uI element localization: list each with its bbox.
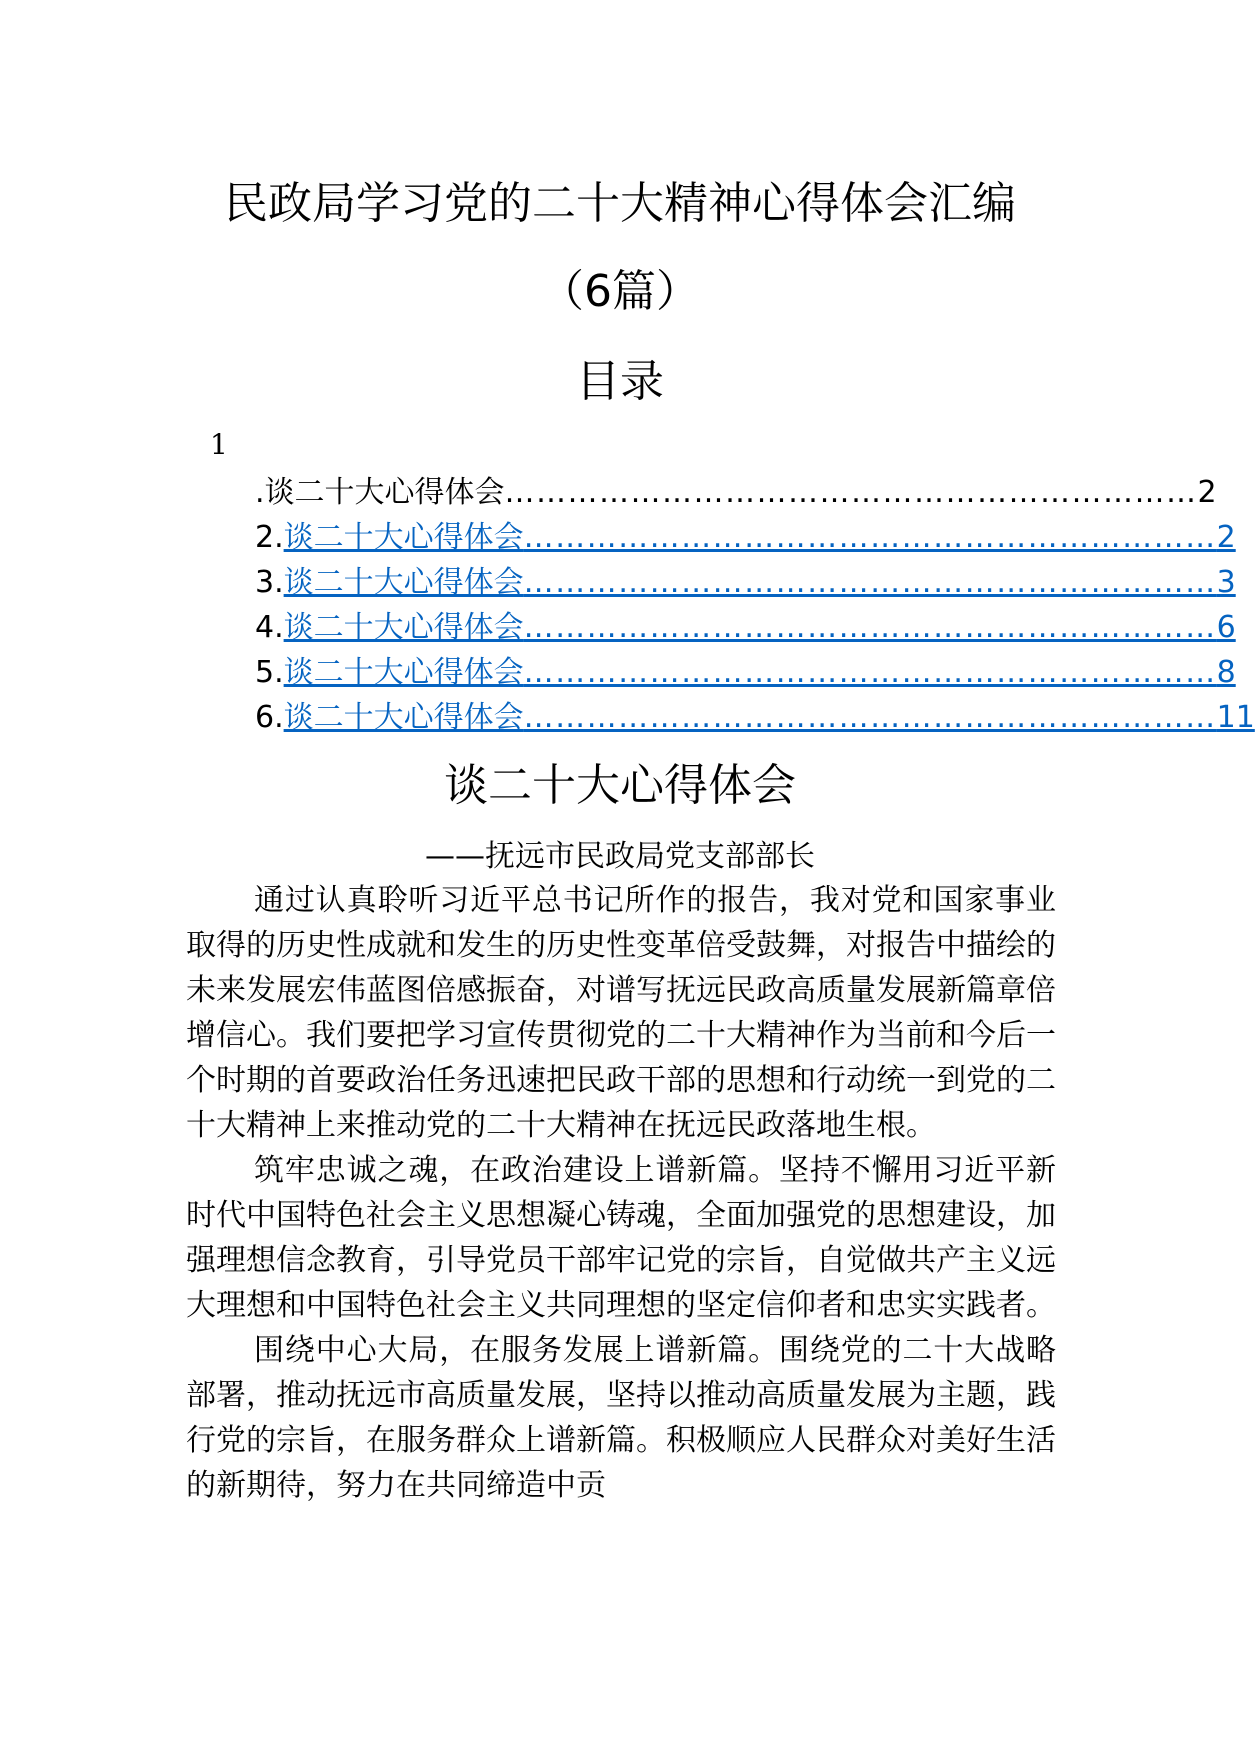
toc-entry-number: 5.: [255, 655, 284, 690]
toc-entry-page: 6: [1216, 610, 1236, 645]
toc-entry-label: 谈二十大心得体会: [283, 655, 524, 690]
toc-entry-label: 谈二十大心得体会: [283, 520, 524, 555]
toc-dot-leader: …………………………………………………………: [504, 475, 1198, 510]
toc-entry-4: [255, 605, 1236, 650]
toc-entry-label: .谈二十大心得体会: [255, 475, 505, 510]
toc-dot-leader: …………………………………………………………: [523, 700, 1217, 735]
toc-entry-link[interactable]: [255, 470, 1217, 515]
toc-entry-2: [255, 515, 1236, 560]
toc-entry-label: 谈二十大心得体会: [283, 610, 524, 645]
toc-entry-link[interactable]: [283, 515, 1236, 560]
document-subtitle: （6篇）: [540, 266, 700, 317]
toc-entry-5: [255, 650, 1236, 695]
toc-entry-number: 2.: [255, 520, 284, 555]
toc-entry-number: 4.: [255, 610, 284, 645]
toc-entry-6: [255, 695, 1255, 740]
body-paragraph: 筑牢忠诚之魂，在政治建设上谱新篇。坚持不懈用习近平新时代中国特色社会主义思想凝心铸魂，全面加强党的思想建设，加强理想信念教育，引导党员干部牢记党的宗旨，自觉做共产主义远大理想和中国特色社会主义共同理想的坚定信仰者和忠实实践者。: [186, 1153, 1056, 1323]
toc-entry-page: 2: [1216, 520, 1236, 555]
article-title: 谈二十大心得体会: [444, 760, 796, 811]
toc-entry-page: 3: [1216, 565, 1236, 600]
toc-entry-link[interactable]: [283, 650, 1236, 695]
toc-entry-number: 3.: [255, 565, 284, 600]
toc-dot-leader: …………………………………………………………: [523, 520, 1217, 555]
body-paragraph: 通过认真聆听习近平总书记所作的报告，我对党和国家事业取得的历史性成就和发生的历史性变革倍受鼓舞，对报告中描绘的未来发展宏伟蓝图倍感振奋，对谱写抚远民政高质量发展新篇章倍增信心。我们要把学习宣传贯彻党的二十大精神作为当前和今后一个时期的首要政治任务迅速把民政干部的思想和行动统一到党的二十大精神上来推动党的二十大精神在抚远民政落地生根。: [186, 883, 1056, 1143]
toc-entry-number: 6.: [255, 700, 284, 735]
toc-heading: 目录: [576, 356, 664, 407]
toc-entry-link[interactable]: [283, 605, 1236, 650]
toc-entry-page: 2: [1197, 475, 1217, 510]
article-body: [186, 878, 1056, 1508]
toc-entry-1: [255, 470, 1217, 515]
article-byline: ——抚远市民政局党支部部长: [425, 839, 815, 874]
body-paragraph: 围绕中心大局，在服务发展上谱新篇。围绕党的二十大战略部署，推动抚远市高质量发展，坚持以推动高质量发展为主题，践行党的宗旨，在服务群众上谱新篇。积极顺应人民群众对美好生活的新期待，努力在共同缔造中贡: [186, 1333, 1056, 1503]
toc-entry-link[interactable]: [283, 695, 1255, 740]
toc-dot-leader: …………………………………………………………: [523, 655, 1217, 690]
table-of-contents: [255, 470, 1255, 740]
toc-field-marker: 1: [210, 428, 228, 461]
toc-entry-label: 谈二十大心得体会: [283, 700, 524, 735]
toc-entry-label: 谈二十大心得体会: [283, 565, 524, 600]
toc-dot-leader: …………………………………………………………: [523, 565, 1217, 600]
toc-dot-leader: …………………………………………………………: [523, 610, 1217, 645]
toc-entry-3: [255, 560, 1236, 605]
toc-entry-page: 8: [1216, 655, 1236, 690]
toc-entry-page: 11: [1216, 700, 1255, 735]
toc-entry-link[interactable]: [283, 560, 1236, 605]
document-title: 民政局学习党的二十大精神心得体会汇编: [224, 178, 1016, 229]
